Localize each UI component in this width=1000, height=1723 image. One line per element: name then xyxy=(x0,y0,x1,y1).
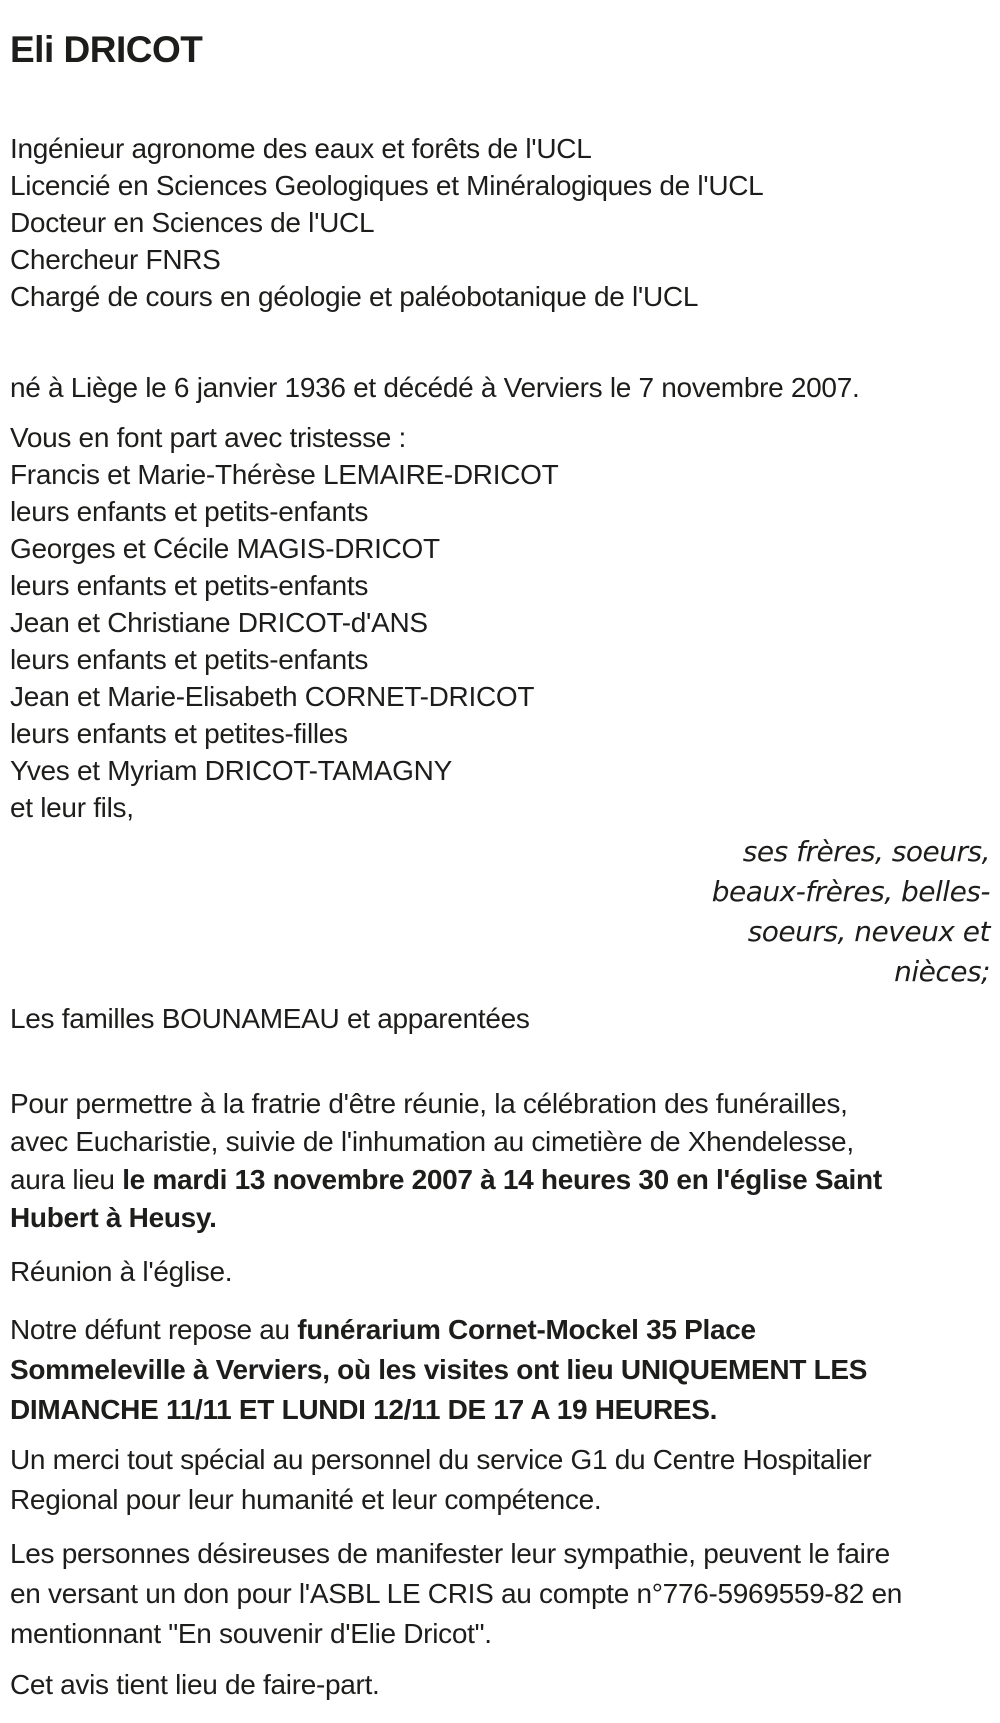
text-line xyxy=(10,130,990,167)
body-text: Les familles BOUNAMEAU et apparentées xyxy=(10,1003,530,1034)
body-text: Chargé de cours en géologie et paléobotanique de l'UCL xyxy=(10,281,699,312)
relatives-mention xyxy=(10,832,990,992)
text-line xyxy=(10,715,990,752)
church-meeting-line xyxy=(10,1253,990,1290)
text-line xyxy=(10,1085,990,1123)
thanks-paragraph xyxy=(10,1440,990,1520)
body-text: Regional pour leur humanité et leur compétence. xyxy=(10,1484,602,1515)
body-text: Réunion à l'église. xyxy=(10,1256,233,1287)
text-line xyxy=(10,912,990,952)
text-line xyxy=(10,1350,990,1390)
text-line xyxy=(10,1390,990,1430)
body-text: avec Eucharistie, suivie de l'inhumation au cimetière de Xhendelesse, xyxy=(10,1126,854,1157)
body-text: Un merci tout spécial au personnel du service G1 du Centre Hospitalier xyxy=(10,1444,872,1475)
text-line xyxy=(10,1574,990,1614)
text-line xyxy=(10,752,990,789)
body-text: Georges et Cécile MAGIS-DRICOT xyxy=(10,533,440,564)
birth-death-line xyxy=(10,369,990,406)
body-text: leurs enfants et petits-enfants xyxy=(10,570,369,601)
text-line xyxy=(10,1310,990,1350)
text-line xyxy=(10,493,990,530)
announcement-family-list xyxy=(10,419,990,826)
body-text: Docteur en Sciences de l'UCL xyxy=(10,207,375,238)
text-line xyxy=(10,789,990,826)
emphasis-text: Hubert à Heusy. xyxy=(10,1202,217,1233)
text-line xyxy=(10,369,990,406)
body-text: Vous en font part avec tristesse : xyxy=(10,422,407,453)
text-line xyxy=(10,1161,990,1199)
body-text: soeurs, neveux et xyxy=(747,915,990,948)
body-text: Notre défunt repose au xyxy=(10,1314,298,1345)
donation-paragraph xyxy=(10,1534,990,1654)
emphasis-text: DIMANCHE 11/11 ET LUNDI 12/11 DE 17 A 19 HEURES. xyxy=(10,1394,718,1425)
credentials xyxy=(10,130,990,315)
body-text: beaux-frères, belles- xyxy=(711,875,990,908)
text-line xyxy=(10,530,990,567)
body-text: ses frères, soeurs, xyxy=(742,835,990,868)
text-line xyxy=(10,678,990,715)
text-line xyxy=(10,641,990,678)
body-text: Jean et Christiane DRICOT-d'ANS xyxy=(10,607,428,638)
funeral-details xyxy=(10,1085,990,1237)
funeral-home-visits xyxy=(10,1310,990,1430)
text-line xyxy=(10,167,990,204)
text-line xyxy=(10,567,990,604)
emphasis-text: Sommeleville à Verviers, où les visites ont lieu UNIQUEMENT LES xyxy=(10,1354,868,1385)
body-text: Les personnes désireuses de manifester leur sympathie, peuvent le faire xyxy=(10,1538,890,1569)
emphasis-text: le mardi 13 novembre 2007 à 14 heures 30 en l'église Saint xyxy=(122,1164,882,1195)
body-text: Licencié en Sciences Geologiques et Minéralogiques de l'UCL xyxy=(10,170,764,201)
text-line xyxy=(10,1123,990,1161)
text-line xyxy=(10,1199,990,1237)
body-text: Yves et Myriam DRICOT-TAMAGNY xyxy=(10,755,452,786)
text-line xyxy=(10,456,990,493)
emphasis-text: funérarium Cornet-Mockel 35 Place xyxy=(297,1314,756,1345)
body-text: mentionnant "En souvenir d'Elie Dricot". xyxy=(10,1618,492,1649)
body-text: nièces; xyxy=(894,955,990,988)
body-text: et leur fils, xyxy=(10,792,134,823)
text-line xyxy=(10,952,990,992)
text-line xyxy=(10,241,990,278)
text-line xyxy=(10,1480,990,1520)
body-text: en versant un don pour l'ASBL LE CRIS au compte n°776-5969559-82 en xyxy=(10,1578,903,1609)
body-text: Ingénieur agronome des eaux et forêts de l'UCL xyxy=(10,133,592,164)
text-line xyxy=(10,1000,990,1037)
text-line xyxy=(10,1440,990,1480)
text-line xyxy=(10,832,990,872)
body-text: Pour permettre à la fratrie d'être réunie, la célébration des funérailles, xyxy=(10,1088,848,1119)
text-line xyxy=(10,1534,990,1574)
body-text: Francis et Marie-Thérèse LEMAIRE-DRICOT xyxy=(10,459,559,490)
text-line xyxy=(10,1614,990,1654)
text-line xyxy=(10,204,990,241)
body-text: leurs enfants et petits-enfants xyxy=(10,644,369,675)
body-text: leurs enfants et petites-filles xyxy=(10,718,348,749)
closing-line xyxy=(10,1666,990,1703)
text-line xyxy=(10,872,990,912)
body-text: leurs enfants et petits-enfants xyxy=(10,496,369,527)
body-text: né à Liège le 6 janvier 1936 et décédé à Verviers le 7 novembre 2007. xyxy=(10,372,860,403)
text-line xyxy=(10,1253,990,1290)
text-line xyxy=(10,278,990,315)
text-line xyxy=(10,1666,990,1703)
text-line xyxy=(10,419,990,456)
families-line xyxy=(10,1000,990,1037)
body-text: Jean et Marie-Elisabeth CORNET-DRICOT xyxy=(10,681,535,712)
body-text: Cet avis tient lieu de faire-part. xyxy=(10,1669,380,1700)
notice-body xyxy=(10,130,990,1703)
body-text: Chercheur FNRS xyxy=(10,244,221,275)
page-title: Eli DRICOT xyxy=(10,29,203,70)
body-text: aura lieu xyxy=(10,1164,123,1195)
text-line xyxy=(10,604,990,641)
